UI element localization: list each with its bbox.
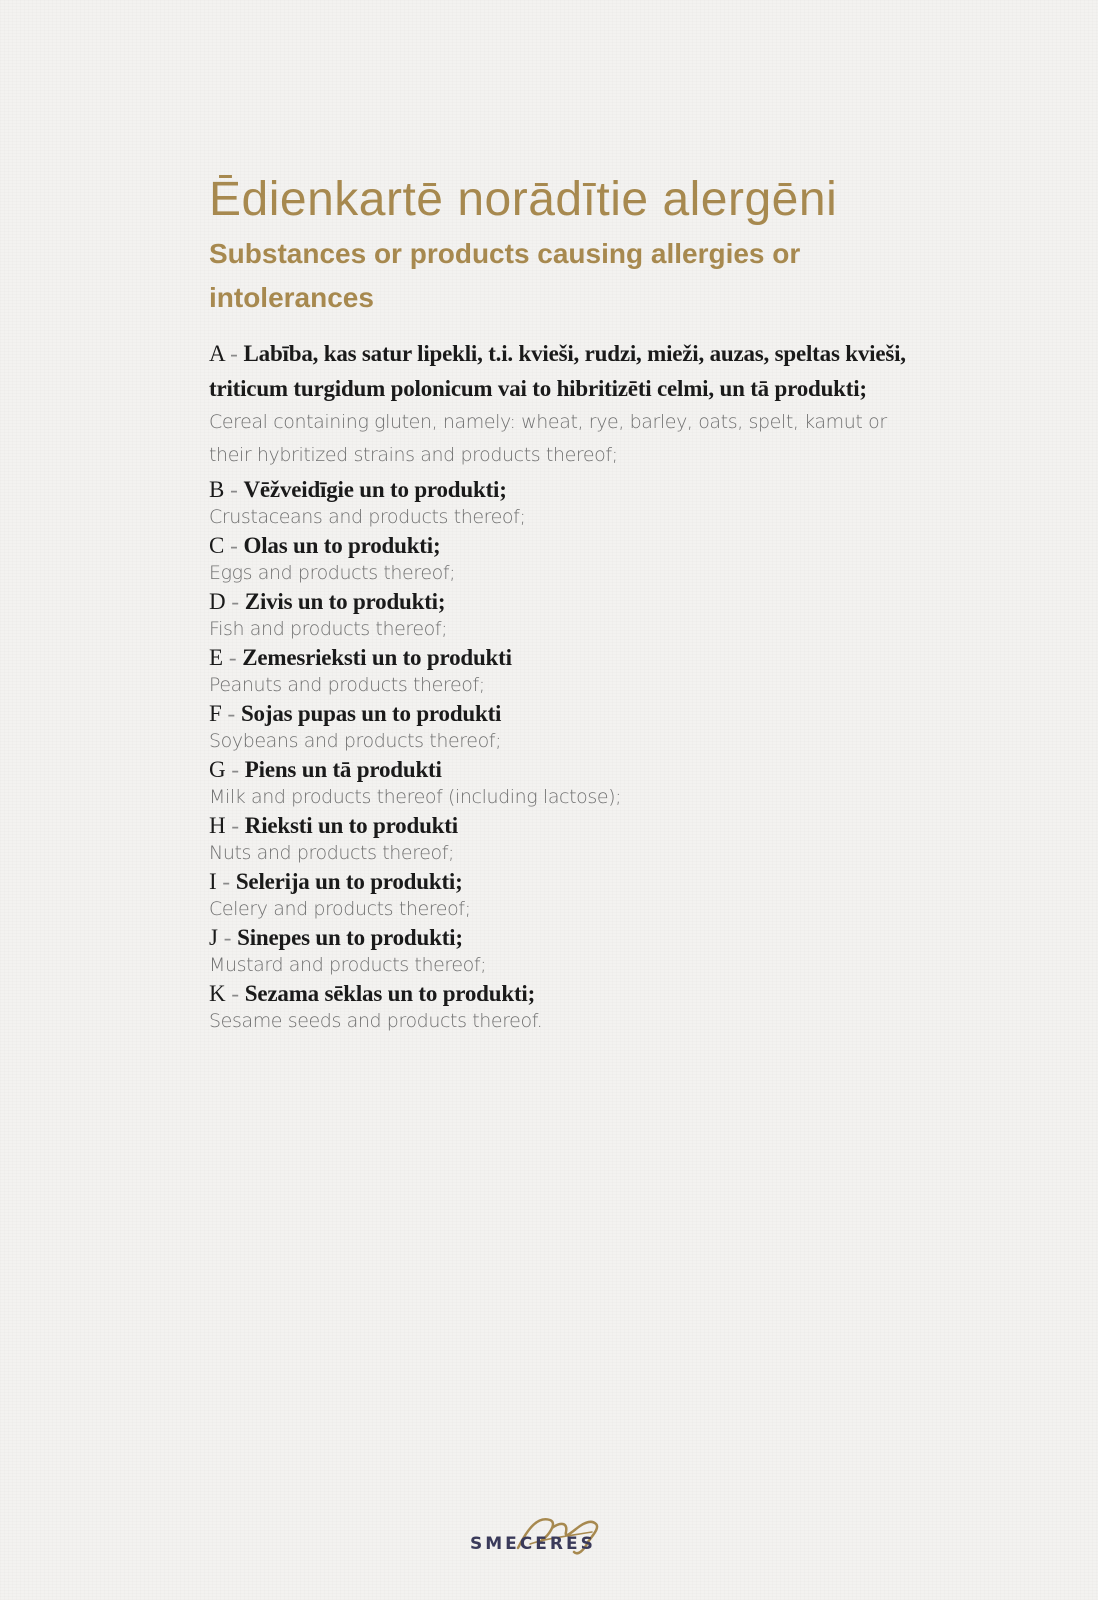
- allergen-name-lv: Rieksti un to produkti: [244, 813, 458, 838]
- allergen-name-lv: Sezama sēklas un to produkti;: [244, 981, 536, 1006]
- allergen-code: A: [209, 341, 225, 366]
- allergen-lv: [209, 920, 909, 955]
- allergen-code: H: [209, 813, 226, 838]
- allergen-name-en: Soybeans and products thereof;: [209, 730, 502, 752]
- allergen-code: J: [209, 925, 218, 950]
- allergen-separator: -: [221, 701, 241, 726]
- allergen-lv: [209, 528, 909, 563]
- allergen-separator: -: [223, 645, 243, 670]
- allergen-separator: -: [224, 477, 244, 502]
- allergen-name-lv: Selerija un to produkti;: [235, 869, 463, 894]
- allergen-item-e: [209, 640, 909, 696]
- allergen-item-j: [209, 920, 909, 976]
- allergen-name-lv: Labība, kas satur lipekli, t.i. kvieši, rudzi, mieži, auzas, speltas kvieši, triticum turgidum polonicum vai to hibritizēti celmi, un tā produkti;: [209, 341, 906, 401]
- allergen-item-k: [209, 976, 909, 1032]
- brand-logo: [470, 1508, 620, 1568]
- allergen-separator: -: [225, 757, 245, 782]
- allergen-separator: -: [225, 589, 245, 614]
- allergen-item-b: [209, 472, 909, 528]
- allergen-lv: [209, 976, 909, 1011]
- allergen-code: C: [209, 533, 225, 558]
- allergen-lv: [209, 752, 909, 787]
- allergen-code: G: [209, 757, 226, 782]
- allergen-name-lv: Piens un tā produkti: [244, 757, 442, 782]
- allergen-lv: [209, 336, 909, 406]
- allergen-name-lv: Zemesrieksti un to produkti: [242, 645, 512, 670]
- allergen-name-en: Crustaceans and products thereof;: [209, 506, 526, 528]
- allergen-code: I: [209, 869, 217, 894]
- allergen-code: K: [209, 981, 226, 1006]
- allergen-code: B: [209, 477, 225, 502]
- allergen-name-en: Eggs and products thereof;: [209, 562, 456, 584]
- allergen-name-en: Peanuts and products thereof;: [209, 674, 485, 696]
- allergen-item-i: [209, 864, 909, 920]
- allergen-name-lv: Olas un to produkti;: [243, 533, 441, 558]
- allergen-name-lv: Sinepes un to produkti;: [237, 925, 463, 950]
- allergen-separator: -: [225, 813, 245, 838]
- allergen-separator: -: [224, 533, 244, 558]
- logo-wordmark: SMECERES: [470, 1534, 596, 1554]
- allergen-lv: [209, 472, 909, 507]
- allergen-name-lv: Sojas pupas un to produkti: [240, 701, 502, 726]
- allergen-item-f: [209, 696, 909, 752]
- allergen-name-en: Milk and products thereof (including lactose);: [209, 786, 622, 808]
- allergen-lv: [209, 640, 909, 675]
- allergen-lv: [209, 584, 909, 619]
- allergen-code: D: [209, 589, 226, 614]
- allergen-name-en: Cereal containing gluten, namely: wheat, rye, barley, oats, spelt, kamut or their hybritized strains and products thereof;: [209, 411, 887, 466]
- allergen-name-lv: Zivis un to produkti;: [244, 589, 446, 614]
- page-title: Ēdienkartē norādītie alergēni: [209, 173, 838, 226]
- allergen-item-h: [209, 808, 909, 864]
- allergen-name-en: Mustard and products thereof;: [209, 954, 487, 976]
- allergen-separator: -: [217, 925, 238, 950]
- allergen-name-lv: Vēžveidīgie un to produkti;: [243, 477, 507, 502]
- allergen-lv: [209, 696, 909, 731]
- allergen-separator: -: [216, 869, 236, 894]
- allergen-name-en: Sesame seeds and products thereof.: [209, 1010, 543, 1032]
- allergen-separator: -: [225, 981, 245, 1006]
- allergen-name-en: Celery and products thereof;: [209, 898, 471, 920]
- allergen-lv: [209, 864, 909, 899]
- allergen-code: E: [209, 645, 224, 670]
- allergen-separator: -: [224, 341, 244, 366]
- allergen-lv: [209, 808, 909, 843]
- allergen-item-a: [209, 336, 909, 472]
- allergen-item-d: [209, 584, 909, 640]
- allergen-item-g: [209, 752, 909, 808]
- allergen-item-c: [209, 528, 909, 584]
- allergen-list-page: [209, 168, 909, 1032]
- allergen-code: F: [209, 701, 222, 726]
- allergen-name-en: Nuts and products thereof;: [209, 842, 455, 864]
- page-subtitle: Substances or products causing allergies or intolerances: [209, 238, 801, 313]
- allergen-name-en: Fish and products thereof;: [209, 618, 448, 640]
